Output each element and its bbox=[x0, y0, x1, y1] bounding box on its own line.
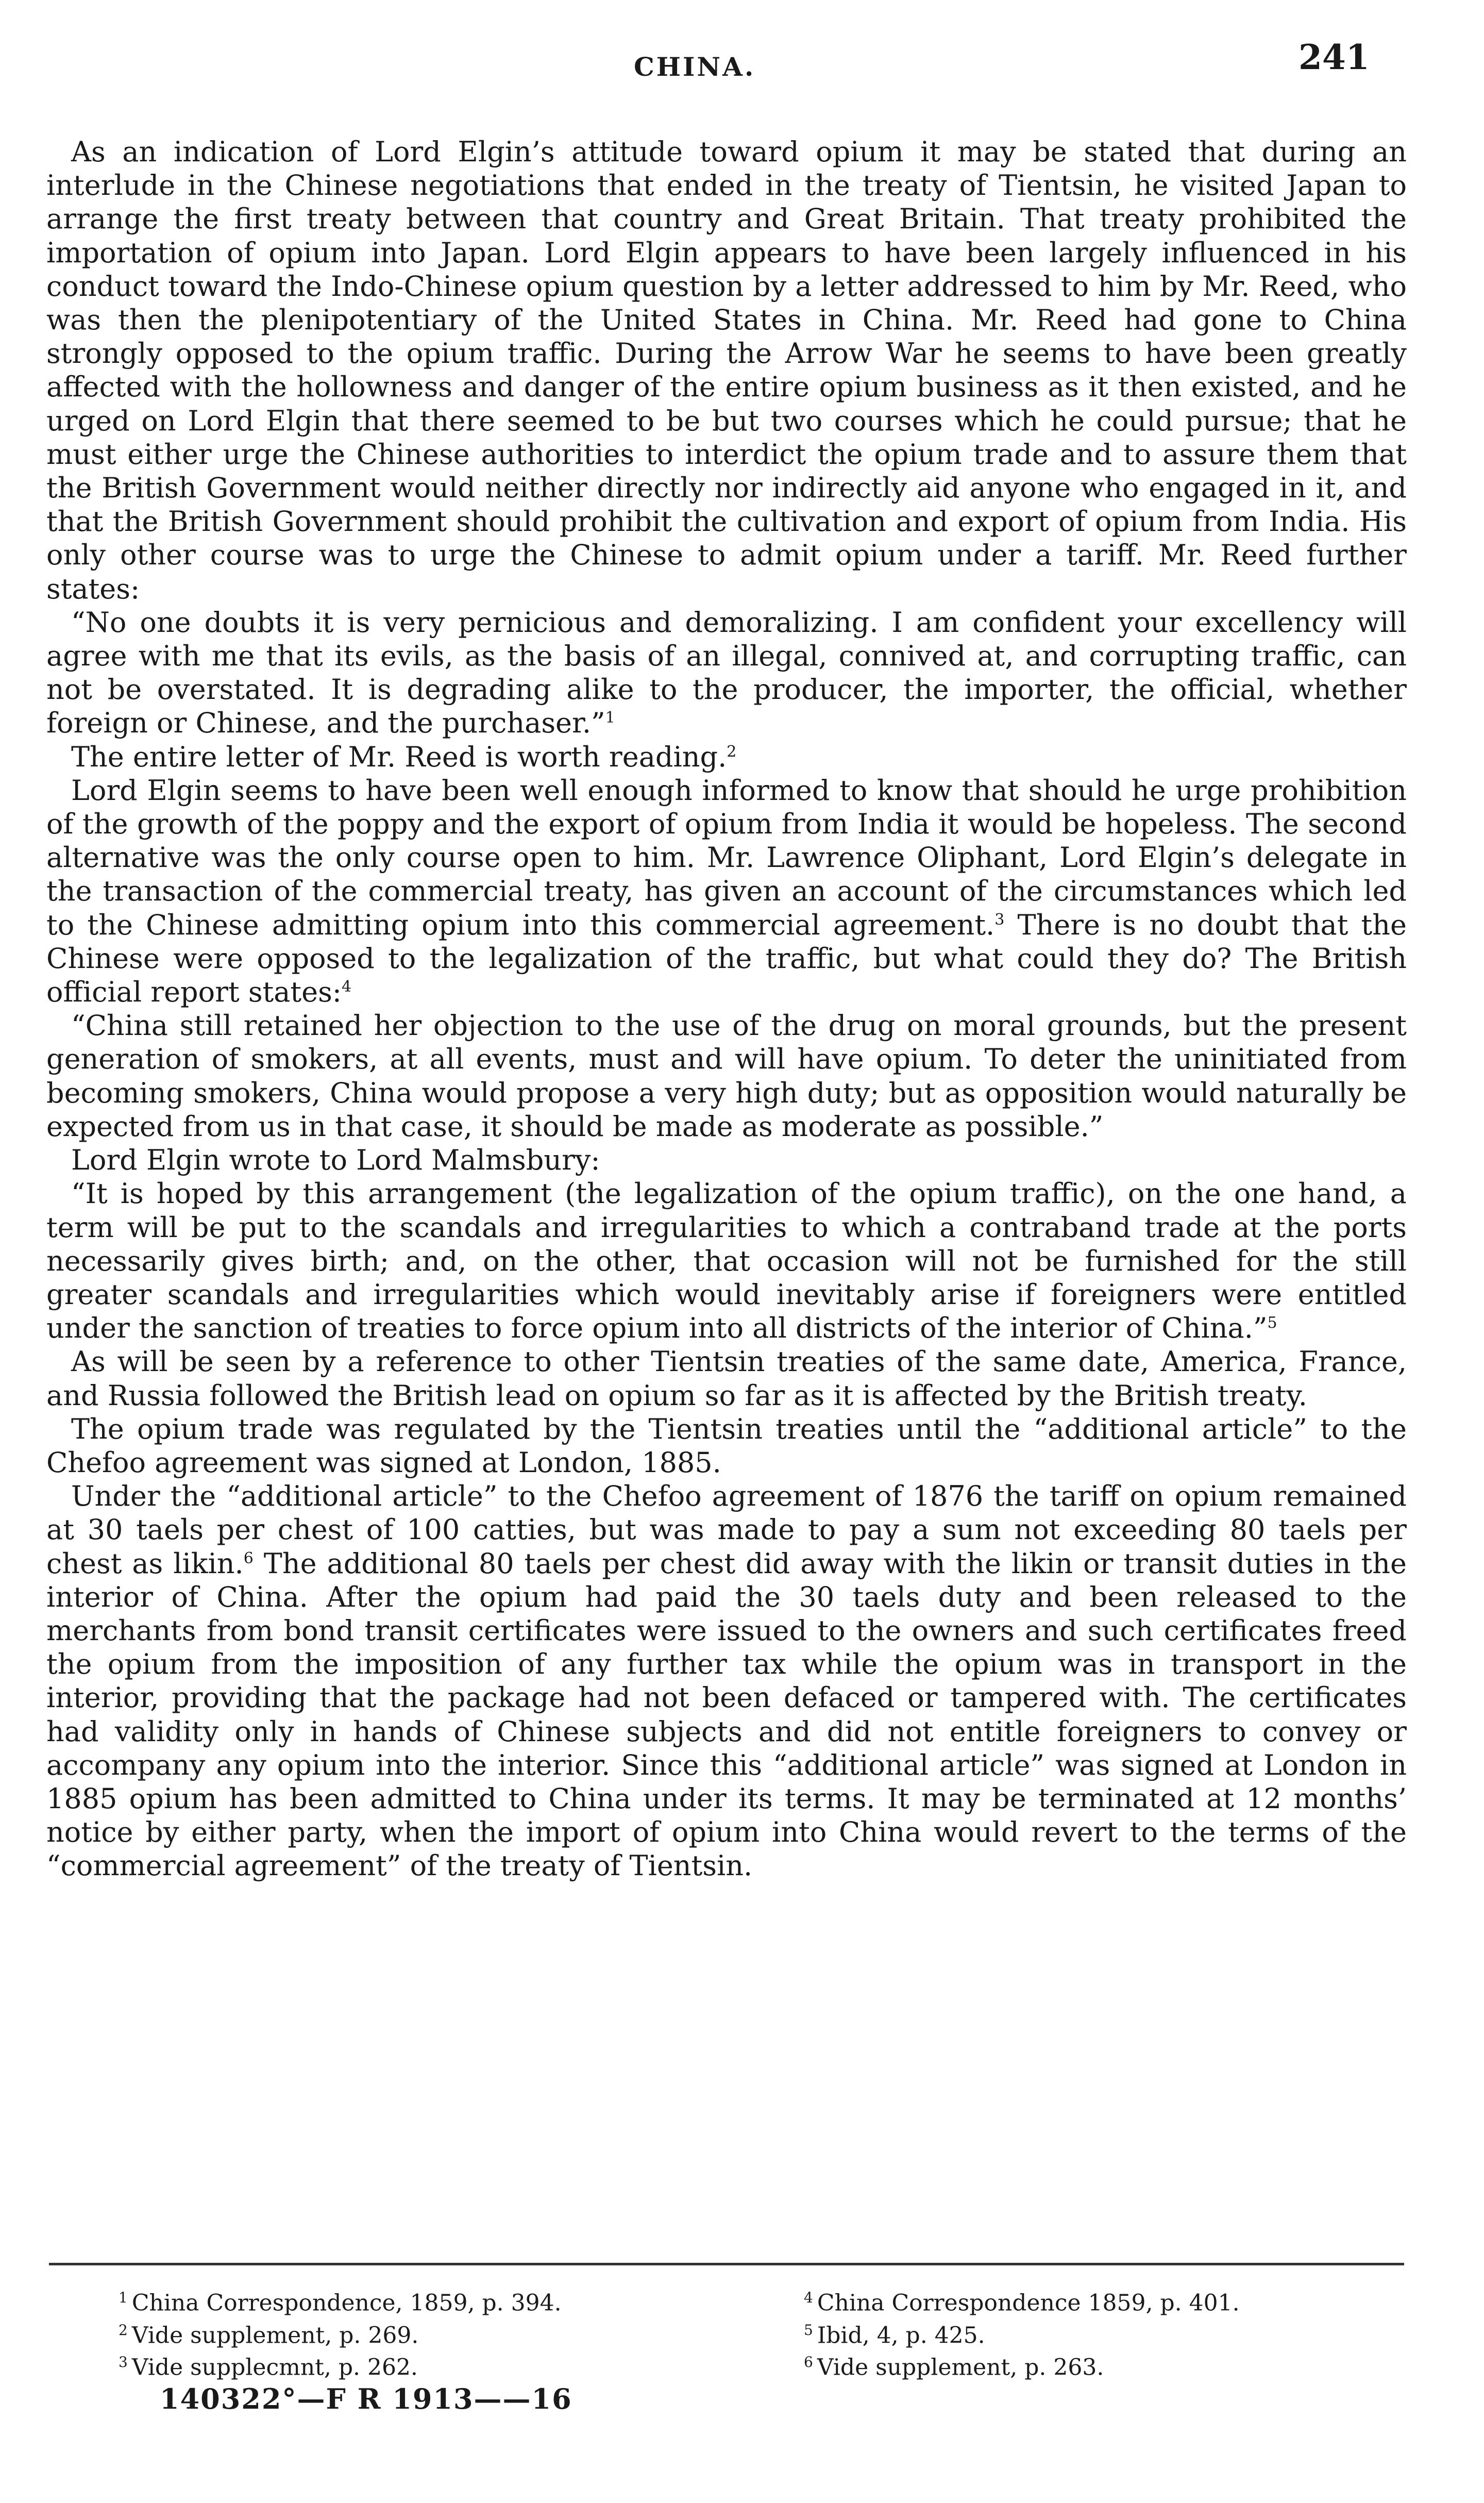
paragraph-text: Lord Elgin seems to have been well enough informed to know that should he urge prohibition of the growth of the poppy and the export of opium from India it would be hopeless. The second alternative was the only course open to him. Mr. Lawrence Oliphant, Lord Elgin’s delegate in the transaction of the commercial treaty, has given an account of the circumstances which led to the Chinese admitting opium into this commercial agreement. bbox=[46, 774, 1407, 941]
paragraph-text: The entire letter of Mr. Reed is worth reading. bbox=[71, 740, 727, 773]
quotation-paragraph bbox=[46, 1009, 1407, 1143]
footnote bbox=[804, 2284, 1396, 2317]
footnote-divider bbox=[49, 2263, 1404, 2265]
paragraph-text: The additional 80 taels per chest did away with the likin or transit duties in the interior of China. After the opium had paid the 30 taels duty and been released to the merchants from bond transit certificates were issued to the owners and such certificates freed the opium from the imposition of any further tax while the opium was in transport in the interior, providing that the package had not been defaced or tampered with. The certificates had validity only in hands of Chinese subjects and did not entitle foreigners to convey or accompany any opium into the interior. Since this “additional article” was signed at London in 1885 opium has been admitted to China under its terms. It may be terminated at 12 months’ notice by either party, when the import of opium into China would revert to the terms of the “commercial agreement” of the treaty of Tientsin. bbox=[46, 1547, 1407, 1882]
footnote-ref: 4 bbox=[342, 978, 352, 996]
footnote-text: Vide supplecmnt, p. 262. bbox=[131, 2354, 418, 2381]
footnote-ref: 1 bbox=[605, 709, 615, 727]
footnote-ref: 3 bbox=[994, 910, 1005, 929]
body-text bbox=[46, 135, 1407, 1883]
footnote-number: 2 bbox=[119, 2321, 128, 2339]
footnote-number: 3 bbox=[119, 2354, 128, 2371]
footnote-number: 5 bbox=[804, 2321, 813, 2339]
paragraph bbox=[46, 135, 1407, 606]
footnote-number: 6 bbox=[804, 2354, 813, 2371]
footnote-ref: 6 bbox=[243, 1549, 254, 1567]
footnote-text: Vide supplement, p. 269. bbox=[131, 2322, 419, 2349]
footnote bbox=[119, 2317, 711, 2349]
footnote-text: Vide supplement, p. 263. bbox=[817, 2354, 1104, 2381]
paragraph-text: The opium trade was regulated by the Tientsin treaties until the “additional article” to the Chefoo agreement was signed at London, 1885. bbox=[46, 1412, 1407, 1479]
paragraph-text: As an indication of Lord Elgin’s attitude toward opium it may be stated that during an interlude in the Chinese negotiations that ended in the treaty of Tientsin, he visited Japan to arrange the first treaty between that country and Great Britain. That treaty prohibited the importation of opium into Japan. Lord Elgin appears to have been largely influenced in his conduct toward the Indo-Chinese opium question by a letter addressed to him by Mr. Reed, who was then the plenipotentiary of the United States in China. Mr. Reed had gone to China strongly opposed to the opium traffic. During the Arrow War he seems to have been greatly affected with the hollowness and danger of the entire opium business as it then existed, and he urged on Lord Elgin that there seemed to be but two courses which he could pursue; that he must either urge the Chinese authorities to interdict the opium trade and to assure them that the British Government would neither directly nor indirectly aid anyone who engaged in it, and that the British Government should prohibit the cultivation and export of opium from India. His only other course was to urge the Chinese to admit opium under a tariff. Mr. Reed further states: bbox=[46, 136, 1407, 605]
footnote-text: China Correspondence, 1859, p. 394. bbox=[131, 2290, 562, 2316]
paragraph-text: Under the “additional article” to the Chefoo agreement of 1876 the tariff on opium remained at 30 taels per chest of 100 catties, but was made to pay a sum not exceeding 80 taels per chest as likin. bbox=[46, 1480, 1407, 1580]
footnote-ref: 5 bbox=[1267, 1314, 1277, 1332]
paragraph bbox=[46, 1479, 1407, 1882]
paragraph bbox=[46, 1412, 1407, 1479]
footnote-text: China Correspondence 1859, p. 401. bbox=[817, 2290, 1240, 2316]
paragraph bbox=[46, 1345, 1407, 1412]
footnote bbox=[804, 2349, 1396, 2381]
footnotes-right-column bbox=[804, 2284, 1396, 2381]
paragraph-text: As will be seen by a reference to other Tientsin treaties of the same date, America, France, and Russia followed the British lead on opium so far as it is affected by the British treaty. bbox=[46, 1345, 1407, 1412]
footnote bbox=[119, 2349, 711, 2381]
quotation-paragraph bbox=[46, 606, 1407, 740]
paragraph-text: “China still retained her objection to the use of the drug on moral grounds, but the present generation of smokers, at all events, must and will have opium. To deter the uninitiated from becoming smokers, China would propose a very high duty; but as opposition would naturally be expected from us in that case, it should be made as moderate as possible.” bbox=[46, 1009, 1407, 1143]
footnotes-left-column bbox=[119, 2284, 711, 2381]
quotation-paragraph bbox=[46, 1177, 1407, 1345]
paragraph bbox=[46, 740, 1407, 774]
footnote bbox=[119, 2284, 711, 2317]
paragraph bbox=[46, 774, 1407, 1009]
running-header-title: CHINA. bbox=[634, 52, 756, 82]
paragraph-text: There is no doubt that the Chinese were opposed to the legalization of the traffic, but what could they do? The British official report states: bbox=[46, 908, 1407, 1009]
paragraph-text: “No one doubts it is very pernicious and demoralizing. I am confident your excellency will agree with me that its evils, as the basis of an illegal, connived at, and corrupting traffic, can not be overstated. It is degrading alike to the producer, the importer, the official, whether foreign or Chinese, and the purchaser.” bbox=[46, 606, 1407, 740]
footnote bbox=[804, 2317, 1396, 2349]
footnote-ref: 2 bbox=[727, 742, 737, 761]
page-number: 241 bbox=[1298, 37, 1370, 77]
footnote-number: 4 bbox=[804, 2289, 813, 2306]
paragraph-text: Lord Elgin wrote to Lord Malmsbury: bbox=[71, 1144, 600, 1177]
paragraph bbox=[46, 1143, 1407, 1177]
paragraph-text: “It is hoped by this arrangement (the legalization of the opium traffic), on the one hand, a term will be put to the scandals and irregularities to which a contraband trade at the ports necessarily gives birth; and, on the other, that occasion will not be furnished for the still greater scandals and irregularities which would inevitably arise if foreigners were entitled under the sanction of treaties to force opium into all districts of the interior of China.” bbox=[46, 1177, 1407, 1345]
footnote-number: 1 bbox=[119, 2289, 128, 2306]
printer-signature-mark: 140322°—F R 1913——16 bbox=[160, 2382, 572, 2415]
footnote-text: Ibid, 4, p. 425. bbox=[817, 2322, 985, 2349]
